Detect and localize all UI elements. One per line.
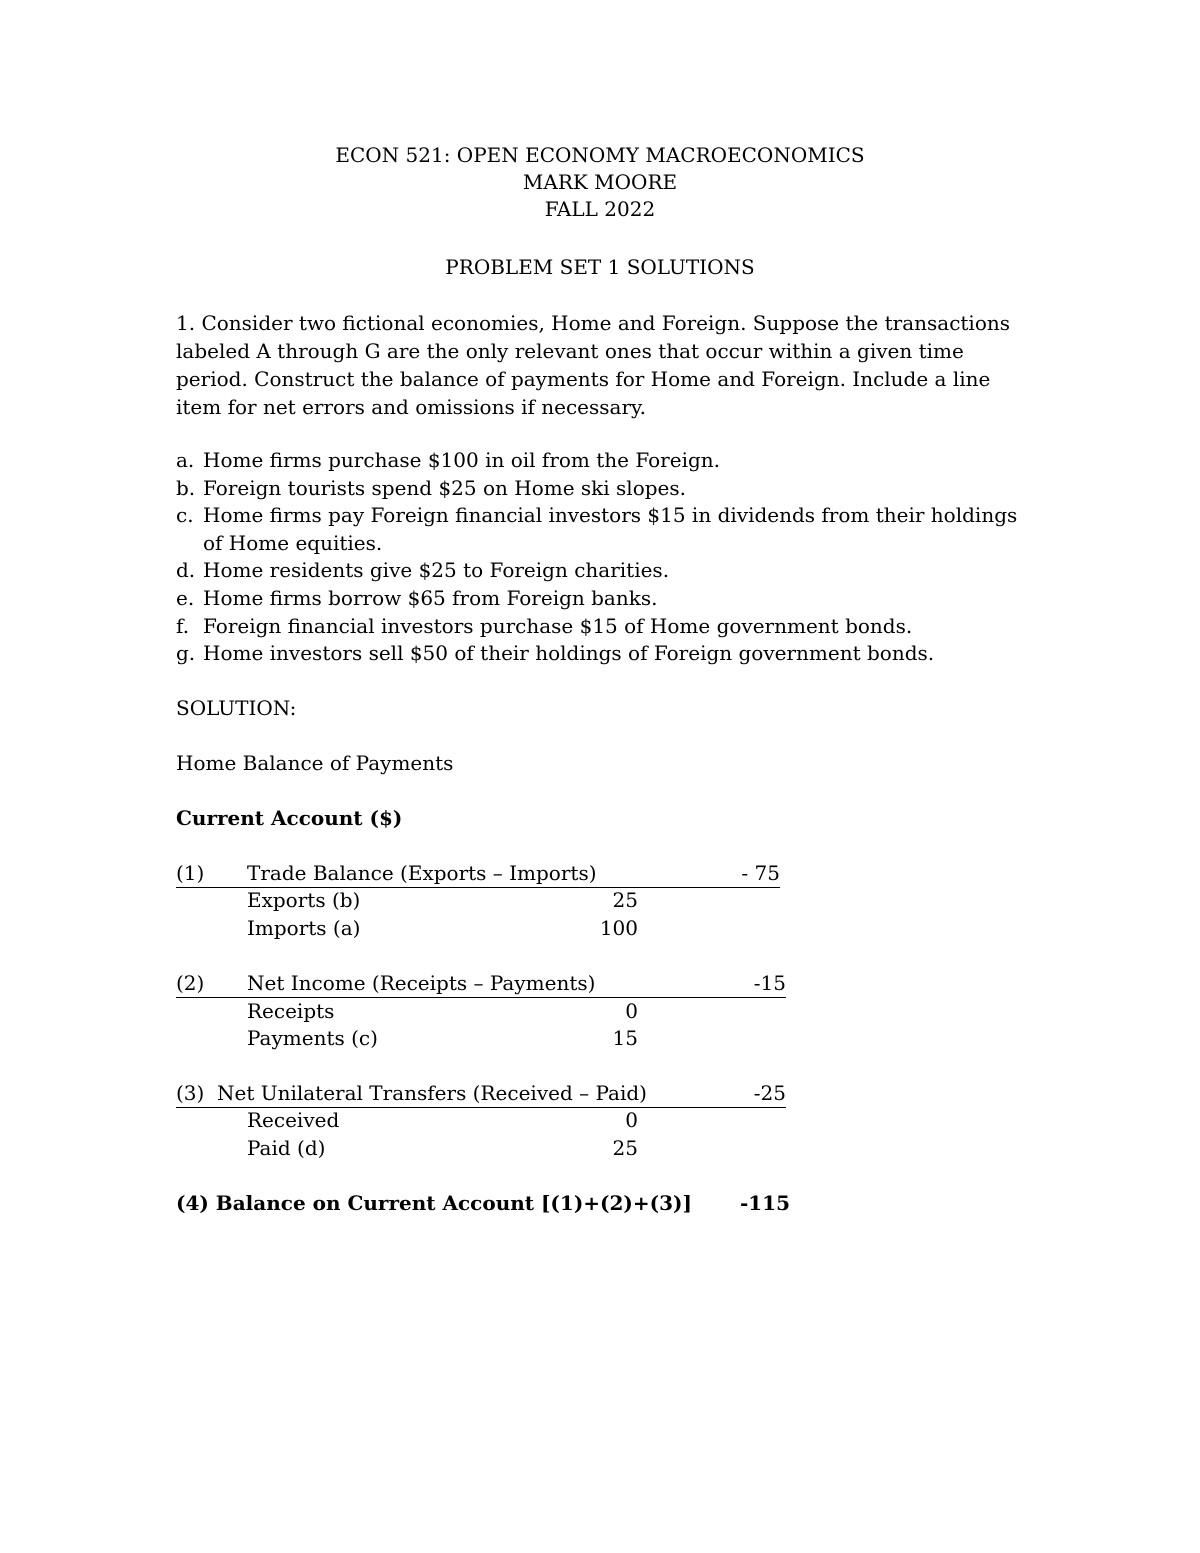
sub-label: Received (247, 1108, 340, 1132)
list-item (176, 475, 1036, 503)
item-text: Foreign financial investors purchase $15 of Home government bonds. (203, 613, 913, 638)
sub-value: 25 (612, 1136, 638, 1160)
sub-value: 100 (599, 916, 638, 940)
solution-label: SOLUTION: (176, 696, 297, 720)
title-block (0, 142, 1200, 223)
list-item (176, 447, 1036, 475)
item-text: Foreign tourists spend $25 on Home ski slopes. (203, 475, 686, 500)
item-text: Home firms purchase $100 in oil from the Foreign. (203, 448, 721, 472)
section-total: - 75 (741, 861, 780, 885)
balance-label: (4) Balance on Current Account [(1)+(2)+(3)] (176, 1191, 692, 1215)
item-text: Home firms borrow $65 from Foreign banks. (203, 585, 658, 610)
section-title: Net Income (Receipts – Payments) (247, 971, 596, 995)
sub-label: Exports (b) (247, 888, 361, 912)
current-account-heading: Current Account ($) (176, 806, 403, 830)
sub-value: 0 (625, 999, 638, 1023)
item-text: Home residents give $25 to Foreign charities. (203, 558, 670, 583)
sub-label: Paid (d) (247, 1136, 326, 1160)
item-marker: f. (176, 613, 190, 638)
sub-label: Imports (a) (247, 916, 361, 940)
item-text: Home investors sell $50 of their holdings of Foreign government bonds. (203, 641, 935, 666)
instructor-name: MARK MOORE (522, 170, 678, 194)
section-total: -15 (753, 971, 786, 995)
transaction-list (176, 447, 1036, 668)
net-income-row (176, 970, 786, 998)
balance-value: -115 (739, 1191, 790, 1215)
sub-value: 0 (625, 1108, 638, 1132)
trade-balance-row (176, 860, 780, 888)
sub-value: 15 (612, 1026, 638, 1050)
item-text: Home firms pay Foreign financial investors $15 in dividends from their holdings of Home equities. (203, 503, 1018, 555)
item-marker: b. (176, 475, 196, 500)
problem-set-title: PROBLEM SET 1 SOLUTIONS (445, 255, 755, 279)
sub-label: Payments (c) (247, 1026, 378, 1050)
sub-label: Receipts (247, 999, 335, 1023)
list-item (176, 640, 1036, 668)
list-item (176, 585, 1036, 613)
item-marker: d. (176, 558, 196, 583)
question-intro: 1. Consider two fictional economies, Home and Foreign. Suppose the transactions labeled A through G are the only relevant ones that occur within a given time period. Construct the balance of payments for Home and Foreign. Include a line item for net errors and omissions if necessary. (176, 311, 1011, 419)
net-transfers-row (176, 1080, 786, 1108)
section-total: -25 (753, 1081, 786, 1105)
list-item (176, 613, 1036, 641)
list-item (176, 502, 1036, 557)
item-marker: e. (176, 585, 195, 610)
section-number: (2) (176, 971, 205, 995)
item-marker: g. (176, 641, 196, 666)
section-number: (3) (176, 1081, 205, 1105)
course-title: ECON 521: OPEN ECONOMY MACROECONOMICS (335, 143, 865, 167)
item-marker: a. (176, 448, 195, 472)
sub-value: 25 (612, 888, 638, 912)
home-bop-title: Home Balance of Payments (176, 751, 454, 775)
section-title: Net Unilateral Transfers (Received – Paid) (217, 1081, 647, 1105)
term: FALL 2022 (544, 197, 656, 221)
section-title: Trade Balance (Exports – Imports) (247, 861, 597, 885)
item-marker: c. (176, 503, 194, 528)
section-number: (1) (176, 861, 205, 885)
list-item (176, 557, 1036, 585)
